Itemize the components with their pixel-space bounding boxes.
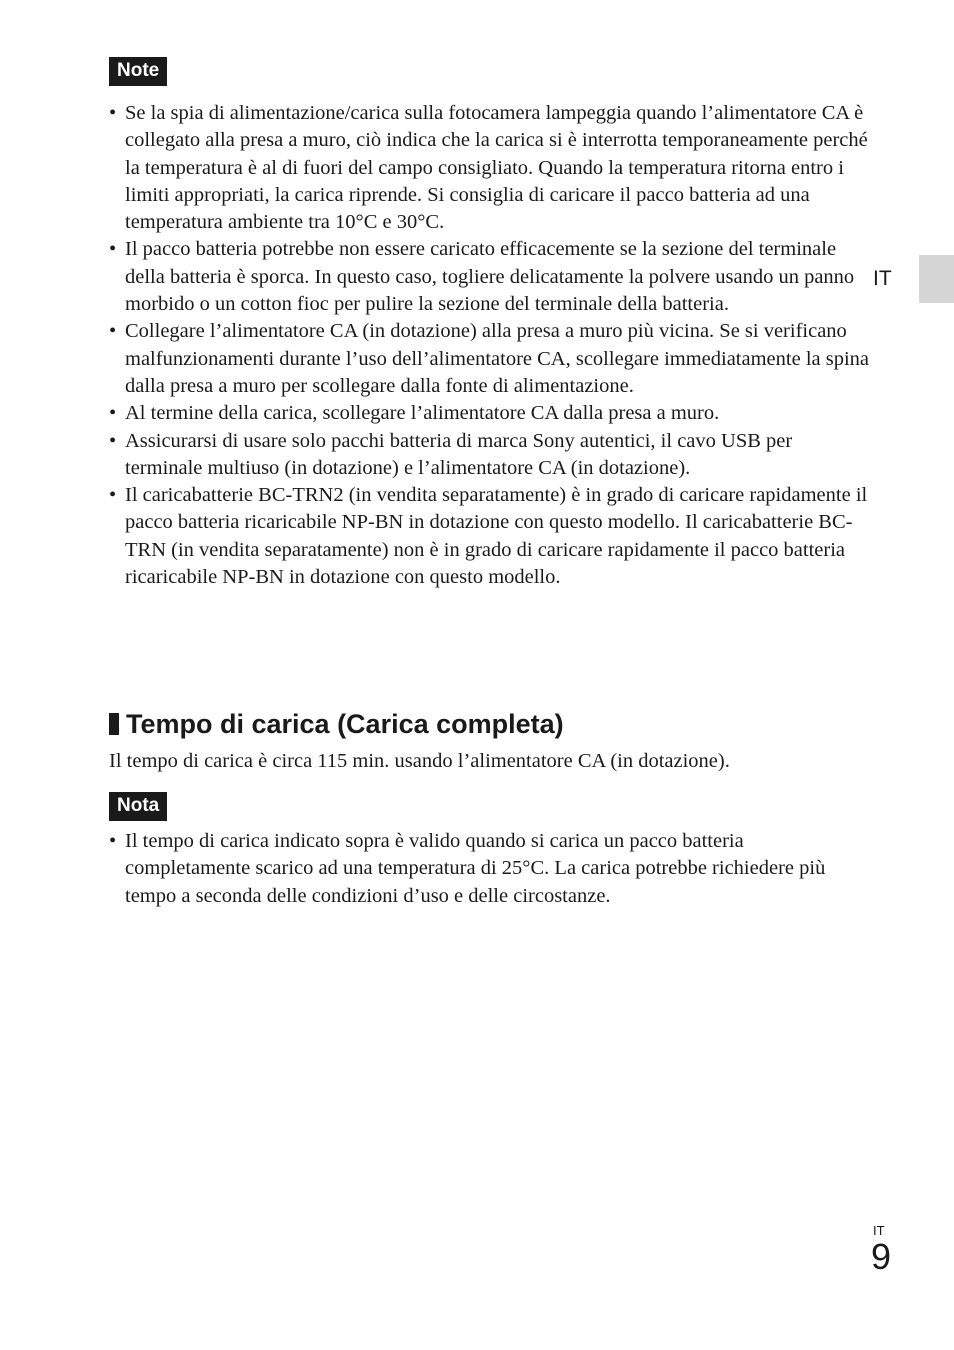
bullet-marker: • [109,402,117,425]
list-item [109,428,869,483]
heading-square-icon [109,713,119,735]
note-bullet-list [109,100,869,591]
note-item-text: Assicurarsi di usare solo pacchi batteria di marca Sony autentici, il cavo USB per terminale multiuso (in dotazione) e l’alimentatore CA (in dotazione). [125,429,793,479]
nota-bullet-list [109,828,869,910]
note-item-text: Il pacco batteria potrebbe non essere caricato efficacemente se la sezione del terminale della batteria è sporca. In questo caso, togliere delicatamente la polvere usando un panno morbido o un cotton fioc per pulire la sezione del terminale della batteria. [125,238,855,316]
bullet-marker: • [109,320,117,343]
list-item [109,400,869,427]
nota-item-text: Il tempo di carica indicato sopra è valido quando si carica un pacco batteria completamente scarico ad una temperatura di 25°C. La carica potrebbe richiedere più tempo a seconda delle condizioni d’uso e delle circostanze. [125,830,826,907]
note-item-text: Collegare l’alimentatore CA (in dotazione) alla presa a muro più vicina. Se si verificano malfunzionamenti durante l’uso dell’alimentatore CA, scollegare immediatamente la spina dalla presa a muro per scollegare dalla fonte di alimentazione. [125,320,870,397]
list-item [109,828,869,910]
bullet-marker: • [109,830,117,852]
note-item-text: Al termine della carica, scollegare l’alimentatore CA dalla presa a muro. [125,402,720,425]
bullet-marker: • [109,102,117,124]
section-heading [109,706,564,742]
list-item [109,482,869,591]
note-item-text: Se la spia di alimentazione/carica sulla fotocamera lampeggia quando l’alimentatore CA è collegato alla presa a muro, ciò indica che la carica si è interrotta temporaneamente perché la temperatura è al di fuori del campo consigliato. Quando la temperatura ritorna entro i limiti appropriati, la carica riprende. Si consiglia di caricare il pacco batteria ad una temperatura ambiente tra 10°C e 30°C. [125,102,868,234]
nota-label: Nota [109,792,167,821]
section-title: Tempo di carica (Carica completa) [126,709,564,739]
section-paragraph: Il tempo di carica è circa 115 min. usando l’alimentatore CA (in dotazione). [109,750,730,772]
bullet-marker: • [109,429,117,452]
bullet-marker: • [109,238,117,261]
list-item [109,100,869,236]
bullet-marker: • [109,484,117,507]
note-item-text: Il caricabatterie BC-TRN2 (in vendita separatamente) è in grado di caricare rapidamente il pacco batteria ricaricabile NP-BN in dotazione con questo modello. Il caricabatterie BC-TRN (in vendita separatamente) non è in grado di caricare rapidamente il pacco batteria ricaricabile NP-BN in dotazione con questo modello. [125,484,868,589]
page-number: 9 [871,1236,892,1277]
list-item [109,318,869,400]
list-item [109,236,869,318]
page-language-label: IT [873,1223,885,1238]
side-thumb-tab [919,255,954,303]
note-label: Note [109,57,167,86]
side-language-label: IT [873,267,892,290]
